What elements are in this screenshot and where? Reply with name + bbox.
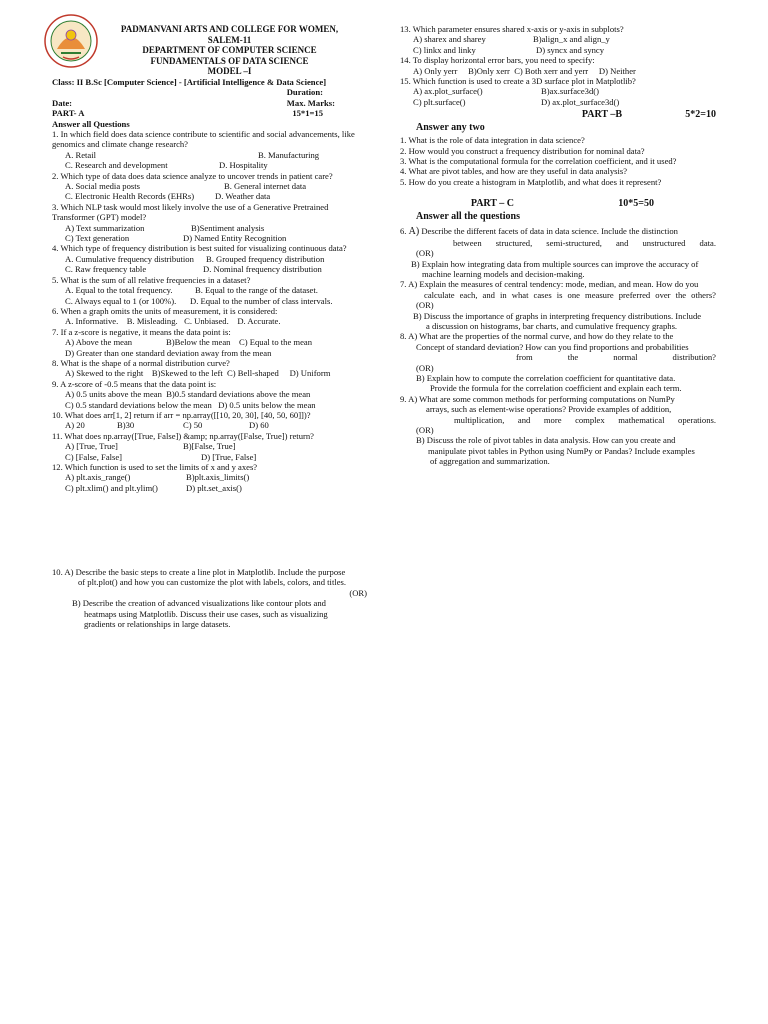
question-10-a-line-2: of plt.plot() and how you can customize the plot with labels, colors, and titles.: [78, 577, 347, 588]
option-a: A) sharex and sharey: [413, 34, 486, 45]
part-c-marks: 10*5=50: [618, 198, 654, 210]
date-label: Date:: [52, 97, 73, 108]
question-11: 11. What does np.array([True, False]) &amp; np.array([False, True]) return?: [52, 430, 314, 441]
option-c: C) Equal to the mean: [239, 337, 313, 348]
part-b-question-1: 1. What is the role of data integration in data science?: [400, 135, 585, 146]
option-c: C. Electronic Health Records (EHRs): [65, 191, 195, 202]
question-6-b-line-1: B) Explain how integrating data from multiple sources can improve the accuracy of: [411, 258, 699, 269]
question-7-b-line-1: B) Discuss the importance of graphs in interpreting frequency distributions. Include: [413, 310, 702, 321]
option-a: A. Equal to the total frequency.: [65, 285, 173, 296]
option-d: D) [True, False]: [201, 451, 257, 462]
option-c: C) 50: [183, 420, 203, 431]
question-8: 8. What is the shape of a normal distribution curve?: [52, 357, 230, 368]
option-b: B)30: [117, 420, 135, 431]
option-d: D) ax.plot_surface3d(): [541, 96, 620, 107]
question-6: 6. When a graph omits the units of measurement, it is considered:: [52, 305, 278, 316]
question-9-a-line-1: 9. A) What are some common methods for performing computations on NumPy: [400, 393, 675, 404]
option-c: C. Raw frequency table: [65, 264, 147, 275]
option-c: C. Always equal to 1 (or 100%).: [65, 295, 177, 306]
option-d: D. Hospitality: [219, 160, 268, 171]
option-d: D. Weather data: [215, 191, 271, 202]
question-12: 12. Which function is used to set the limits of x and y axes?: [52, 462, 258, 472]
question-10: 10. What does arr[1, 2] return if arr = np.array([[10, 20, 30], [40, 50, 60]])?: [52, 409, 311, 420]
question-9-b-line-3: of aggregation and summarization.: [430, 456, 550, 467]
question-8-a-line-1: 8. A) What are the properties of the normal curve, and how do they relate to the: [400, 331, 674, 342]
option-b: B)plt.axis_limits(): [186, 472, 250, 483]
question-7: 7. If a z-score is negative, it means the data point is:: [52, 326, 231, 337]
option-d: D. Equal to the number of class intervals.: [190, 295, 333, 306]
question-8-b-line-1: B) Explain how to compute the correlation coefficient for quantitative data.: [416, 372, 676, 383]
question-9-options-cd: C) 0.5 standard deviations below the mean D) 0.5 units below the mean: [65, 399, 316, 410]
question-6-a-label: A): [408, 226, 420, 238]
question-9: 9. A z-score of -0.5 means that the data point is:: [52, 378, 217, 389]
question-2: 2. Which type of data does data science analyze to uncover trends in patient care?: [52, 170, 333, 181]
question-14-options: A) Only yerr B)Only xerr C) Both xerr and yerr D) Neither: [413, 65, 636, 76]
question-6-options: A. Informative. B. Misleading. C. Unbiased. D. Accurate.: [65, 316, 281, 327]
part-c-instruction: Answer all the questions: [416, 211, 520, 223]
question-7-a-line-1: 7. A) Explain the measures of central tendency: mode, median, and mean. How do you: [400, 279, 699, 290]
question-4: 4. Which type of frequency distribution is best suited for visualizing continuous data?: [52, 243, 347, 254]
part-c-title: PART – C: [470, 198, 514, 210]
question-5: 5. What is the sum of all relative frequencies in a dataset?: [52, 274, 251, 285]
option-a: A) 20: [65, 420, 85, 431]
question-7-b-line-2: a discussion on histograms, bar charts, and cumulative frequency graphs.: [426, 320, 678, 331]
max-marks-label: Max. Marks:: [286, 97, 335, 108]
option-a: A. Cumulative frequency distribution: [65, 253, 194, 264]
part-a-marks: 15*1=15: [292, 108, 323, 119]
option-b: B)Sentiment analysis: [191, 222, 265, 233]
subject-name: FUNDAMENTALS OF DATA SCIENCE: [150, 55, 309, 66]
question-15: 15. Which function is used to create a 3D surface plot in Matplotlib?: [400, 76, 636, 87]
or-separator: (OR): [416, 425, 434, 435]
answer-all-instruction: Answer all Questions: [52, 118, 130, 129]
right-column: [400, 24, 716, 467]
option-b: B)[False, True]: [183, 441, 236, 452]
option-b: B. Grouped frequency distribution: [206, 253, 325, 264]
question-10-b-line-3: gradients or relationships in large datasets.: [84, 619, 231, 630]
college-name: PADMANVANI ARTS AND COLLEGE FOR WOMEN,: [120, 24, 339, 34]
question-9-a-line-3: multiplication, and more complex mathematical operations.: [454, 414, 716, 425]
question-10-b-line-2: heatmaps using Matplotlib. Discuss their use cases, such as visualizing: [84, 608, 328, 619]
option-a: A. Social media posts: [65, 181, 140, 192]
or-separator: (OR): [416, 362, 434, 373]
question-9-b-line-2: manipulate pivot tables in Python using NumPy or Pandas? Include examples: [428, 445, 695, 456]
part-b-question-5: 5. How do you create a histogram in Matplotlib, and what does it represent?: [400, 176, 662, 187]
question-6-number: 6.: [400, 226, 407, 237]
question-10-a-line-1: 10. A) Describe the basic steps to create a line plot in Matplotlib. Include the purpose: [52, 567, 346, 577]
option-c: C. Research and development: [65, 160, 168, 171]
question-9-b-line-1: B) Discuss the role of pivot tables in data analysis. How can you create and: [416, 435, 676, 446]
part-b-question-3: 3. What is the computational formula for the correlation coefficient, and it used?: [400, 156, 677, 167]
option-c: C) [False, False]: [65, 451, 123, 462]
option-b: B)align_x and align_y: [533, 34, 610, 45]
question-6-a-line-1: Describe the different facets of data in data science. Include the distinction: [421, 226, 678, 237]
option-d: D) syncx and syncy: [536, 44, 605, 55]
option-a: A) [True, True]: [65, 441, 118, 452]
college-city: SALEM-11: [207, 34, 252, 45]
option-c: C) plt.surface(): [413, 96, 466, 107]
part-c-question-10: [52, 567, 367, 629]
option-d: D) 60: [249, 420, 269, 431]
question-8-options: A) Skewed to the right B)Skewed to the left C) Bell-shaped D) Uniform: [65, 368, 331, 379]
question-10-b-line-1: B) Describe the creation of advanced visualizations like contour plots and: [72, 598, 326, 609]
option-c: C) plt.xlim() and plt.ylim(): [65, 482, 158, 493]
option-c: C) linkx and linky: [413, 44, 476, 55]
question-13: 13. Which parameter ensures shared x-axis or y-axis in subplots?: [400, 24, 624, 34]
option-b: B. Manufacturing: [258, 149, 320, 160]
question-6-a-line-2: between structured, semi-structured, and unstructured data.: [453, 237, 716, 248]
or-separator: (OR): [349, 587, 367, 598]
question-7-a-line-2: calculate each, and in what cases is one measure preferred over the others?: [424, 289, 716, 300]
duration-label: Duration:: [286, 87, 323, 98]
option-a: A) ax.plot_surface(): [413, 86, 483, 97]
option-d: D. Nominal frequency distribution: [203, 264, 322, 275]
option-d: D) plt.set_axis(): [186, 482, 242, 493]
question-9-options-ab: A) 0.5 units above the mean B)0.5 standard deviations above the mean: [65, 389, 311, 400]
option-b: B)Below the mean: [166, 337, 231, 348]
question-8-a-line-3: from the normal distribution?: [516, 352, 716, 363]
or-separator: (OR): [416, 300, 434, 311]
option-a: A) Above the mean: [65, 337, 133, 348]
question-8-b-line-2: Provide the formula for the correlation coefficient and explain each term.: [430, 383, 682, 394]
question-1: 1. In which field does data science contribute to scientific and social advancements, like genomics and climate change research?: [52, 129, 355, 150]
option-a: A) plt.axis_range(): [65, 472, 131, 483]
class-line: Class: II B.Sc [Computer Science] - [Artificial Intelligence & Data Science]: [52, 76, 327, 87]
option-a: A) Text summarization: [65, 222, 145, 233]
question-14: 14. To display horizontal error bars, you need to specify:: [400, 55, 595, 66]
option-b: B. Equal to the range of the dataset.: [195, 285, 318, 296]
option-b: B. General internet data: [224, 181, 307, 192]
option-c: C) Text generation: [65, 233, 130, 244]
part-b-instruction: Answer any two: [416, 122, 485, 134]
question-9-a-line-2: arrays, such as element-wise operations? Provide examples of addition,: [426, 404, 672, 415]
option-a: A. Retail: [65, 149, 97, 160]
option-d: D) Greater than one standard deviation away from the mean: [65, 347, 272, 358]
department-name: DEPARTMENT OF COMPUTER SCIENCE: [142, 45, 317, 56]
option-b: B)ax.surface3d(): [541, 86, 599, 97]
part-b-title: PART –B: [581, 109, 622, 121]
exam-name: MODEL –I: [207, 66, 252, 77]
question-3: 3. Which NLP task would most likely involve the use of a Generative Pretrained Transformer (GPT) model?: [52, 201, 329, 223]
left-column: [52, 24, 367, 493]
part-b-question-2: 2. How would you construct a frequency distribution for nominal data?: [400, 145, 645, 156]
question-6-b-line-2: machine learning models and decision-making.: [422, 268, 585, 279]
option-d: D) Named Entity Recognition: [183, 233, 287, 244]
part-b-marks: 5*2=10: [685, 109, 716, 121]
part-a-title: PART- A: [52, 108, 85, 119]
question-8-a-line-2: Concept of standard deviation? How can you find proportions and probabilities: [416, 341, 689, 352]
or-separator: (OR): [416, 248, 434, 259]
part-b-question-4: 4. What are pivot tables, and how are they useful in data analysis?: [400, 166, 628, 177]
